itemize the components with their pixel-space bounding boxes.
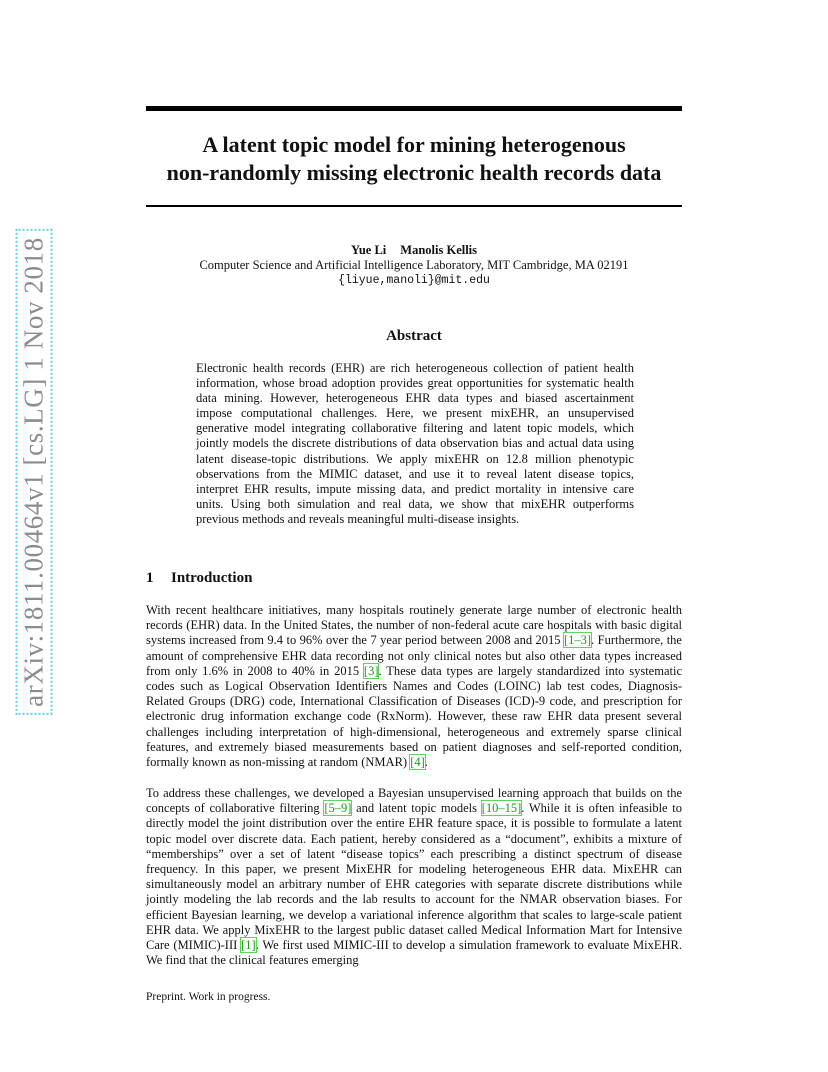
paragraph-text: . While it is often infeasible to directly model the joint distribution over the entire EHR feature space, it is possible to formulate a latent topic model over discrete data. Each patient, hereby considered as a “document”, exhibits a mixture of “memberships” over a set of latent “disease topics” each prescribing a distinct spectrum of disease frequency. In this paper, we present MixEHR for modeling heterogeneous EHR data. MixEHR can simultaneously model an arbitrary number of EHR categories with separate discrete distributions while jointly modeling the lab records and the lab results to account for the NMAR observation biases. For efficient Bayesian learning, we develop a variational inference algorithm that scales to large-scale patient EHR data. We apply MixEHR to the largest public dataset called Medical Information Mart for Intensive Care (MIMIC)-III [146, 801, 682, 953]
paragraph-text: . These data types are largely standardized into systematic codes such as Logical Observation Identifiers Names and Codes (LOINC) lab test codes, Diagnosis-Related Groups (DRG) code, International Classification of Diseases (ICD)-9 code, and prescription for electronic drug information exchange code (RxNorm). However, these raw EHR data present several challenges including interpretation of high-dimensional, heterogeneous and extremely sparse clinical features, and extremely biased measurements based on patient diagnoses and self-reported condition, formally known as non-missing at random (NMAR) [146, 663, 682, 770]
title-top-rule [146, 106, 682, 111]
paragraph-text: . We first used MIMIC-III to develop a simulation framework to evaluate MixEHR. We find that the clinical features emerging [146, 938, 683, 968]
abstract-heading: Abstract [386, 328, 442, 344]
citation-link[interactable]: [3] [363, 663, 379, 678]
affiliation: Computer Science and Artificial Intelligence Laboratory, MIT Cambridge, MA 02191 [199, 258, 629, 272]
intro-paragraph-2 [146, 786, 682, 968]
footer-note: Preprint. Work in progress. [146, 991, 271, 1003]
author-name-1: Yue Li [350, 243, 387, 257]
citation-link[interactable]: [1] [241, 938, 256, 953]
intro-paragraph-1 [146, 603, 682, 770]
section-number: 1 [146, 570, 154, 586]
author-email: {liyue,manoli}@mit.edu [338, 274, 490, 287]
citation-link[interactable]: [10–15] [481, 801, 522, 816]
citation-link[interactable]: [5–9] [324, 801, 352, 816]
paragraph-text: . Furthermore, the amount of comprehensive EHR data recording not only clinical notes but also other data types increased from only 1.6% in 2008 to 40% in 2015 [146, 633, 682, 678]
paper-title [146, 131, 682, 187]
paragraph-text: . [424, 755, 428, 770]
arxiv-identifier[interactable]: arXiv:1811.00464v1 [cs.LG] 1 Nov 2018 [16, 229, 53, 715]
paragraph-text: To address these challenges, we developed a Bayesian unsupervised learning approach that builds on the concepts of collaborative filtering [146, 786, 682, 816]
paragraph-text: and latent topic models [351, 801, 482, 816]
paragraph-text: With recent healthcare initiatives, many hospitals routinely generate large number of electronic health records (EHR) data. In the United States, the number of non-federal acute care hospitals with basic digital systems increased from 9.4 to 96% over the 7 year period between 2008 and 2015 [146, 603, 682, 648]
title-line-2: non-randomly missing electronic health records data [166, 160, 662, 185]
abstract-text: Electronic health records (EHR) are rich heterogeneous collection of patient health information, whose broad adoption provides great opportunities for systematic health data mining. However, heterogeneous EHR data types and biased ascertainment impose computational challenges. Here, we present mixEHR, an unsupervised generative model integrating collaborative filtering and latent topic models, which jointly models the discrete distributions of data observation bias and actual data using latent disease-topic distributions. We apply mixEHR on 12.8 million phenotypic observations from the MIMIC dataset, and use it to reveal latent disease topics, interpret EHR results, impute missing data, and predict mortality in intensive care units. Using both simulation and real data, we show that mixEHR outperforms previous methods and reveals meaningful multi-disease insights. [196, 361, 634, 526]
section-title: Introduction [171, 570, 253, 586]
citation-link[interactable]: [1–3] [564, 633, 592, 648]
author-block [146, 243, 682, 288]
title-line-1: A latent topic model for mining heterogenous [202, 132, 626, 157]
title-bottom-rule [146, 205, 682, 207]
section-heading-introduction [146, 569, 682, 587]
author-name-2: Manolis Kellis [400, 243, 478, 257]
citation-link[interactable]: [4] [410, 755, 425, 770]
